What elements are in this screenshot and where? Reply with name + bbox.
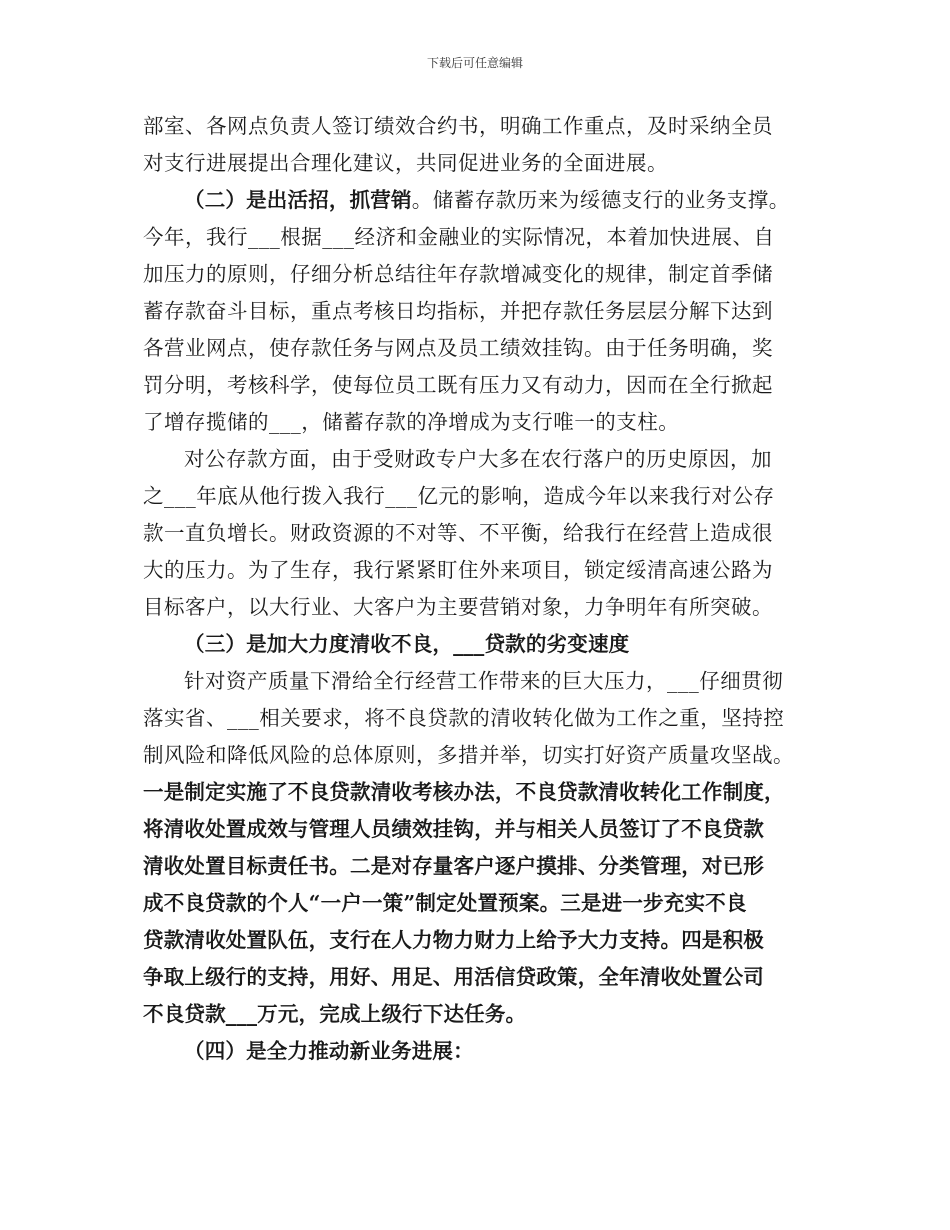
- body-line: 款一直负增长。财政资源的不对等、不平衡，给我行在经营上造成很: [143, 521, 773, 545]
- body-line: 加压力的原则，仔细分析总结往年存款增减变化的规律，制定首季储: [143, 262, 773, 286]
- section-heading-2-title: （二）是出活招，抓营销: [184, 188, 412, 212]
- document-body: [143, 108, 823, 1070]
- paragraph-start-line: 对公存款方面，由于受财政专户大多在农行落户的历史原因，加: [184, 447, 772, 471]
- page-header-note: 下载后可任意编辑: [426, 56, 523, 70]
- bold-body-line: 争取上级行的支持，用好、用足、用活信贷政策，全年清收处置公司: [143, 965, 764, 989]
- bold-body-line: 将清收处置成效与管理人员绩效挂钩，并与相关人员签订了不良贷款: [143, 817, 764, 841]
- body-line: 制风险和降低风险的总体原则，多措并举，切实打好资产质量攻坚战。: [143, 743, 794, 767]
- body-line: 目标客户，以大行业、大客户为主要营销对象，力争明年有所突破。: [143, 595, 773, 619]
- body-line: 蓄存款奋斗目标，重点考核日均指标，并把存款任务层层分解下达到: [143, 299, 773, 323]
- body-line: 之___年底从他行拨入我行___亿元的影响，造成今年以来我行对公存: [143, 484, 775, 508]
- body-line: 各营业网点，使存款任务与网点及员工绩效挂钩。由于任务明确，奖: [143, 336, 773, 360]
- body-line: 落实省、___相关要求，将不良贷款的清收转化做为工作之重，坚持控: [143, 706, 785, 730]
- bold-body-line: 不良贷款___万元，完成上级行下达任务。: [143, 1002, 527, 1026]
- body-line: 大的压力。为了生存，我行紧紧盯住外来项目，锁定绥清高速公路为: [143, 558, 773, 582]
- body-line: 对支行进展提出合理化建议，共同促进业务的全面进展。: [143, 151, 668, 175]
- bold-body-line: 清收处置目标责任书。二是对存量客户逐户摸排、分类管理，对已形: [143, 854, 764, 878]
- section-heading-3: （三）是加大力度清收不良，___贷款的劣变速度: [184, 632, 630, 656]
- body-line: 了增存揽储的___，储蓄存款的净增成为支行唯一的支柱。: [143, 410, 680, 434]
- section-heading-4: （四）是全力推动新业务进展：: [184, 1039, 474, 1063]
- section-heading-2: [143, 182, 823, 219]
- section-heading-2-rest: 。储蓄存款历来为绥德支行的业务支撑。: [411, 188, 790, 212]
- body-line: 罚分明，考核科学，使每位员工既有压力又有动力，因而在全行掀起: [143, 373, 773, 397]
- bold-body-line: 成不良贷款的个人“一户一策”制定处置预案。三是进一步充实不良: [143, 891, 747, 915]
- bold-body-line: 一是制定实施了不良贷款清收考核办法，不良贷款清收转化工作制度，: [143, 780, 785, 804]
- paragraph-start-line: 针对资产质量下滑给全行经营工作带来的巨大压力，___仔细贯彻: [184, 669, 784, 693]
- body-line: 今年，我行___根据___经济和金融业的实际情况，本着加快进展、自: [143, 225, 775, 249]
- bold-body-line: 贷款清收处置队伍，支行在人力物力财力上给予大力支持。四是积极: [143, 928, 764, 952]
- body-line: 部室、各网点负责人签订绩效合约书，明确工作重点，及时采纳全员: [143, 114, 773, 138]
